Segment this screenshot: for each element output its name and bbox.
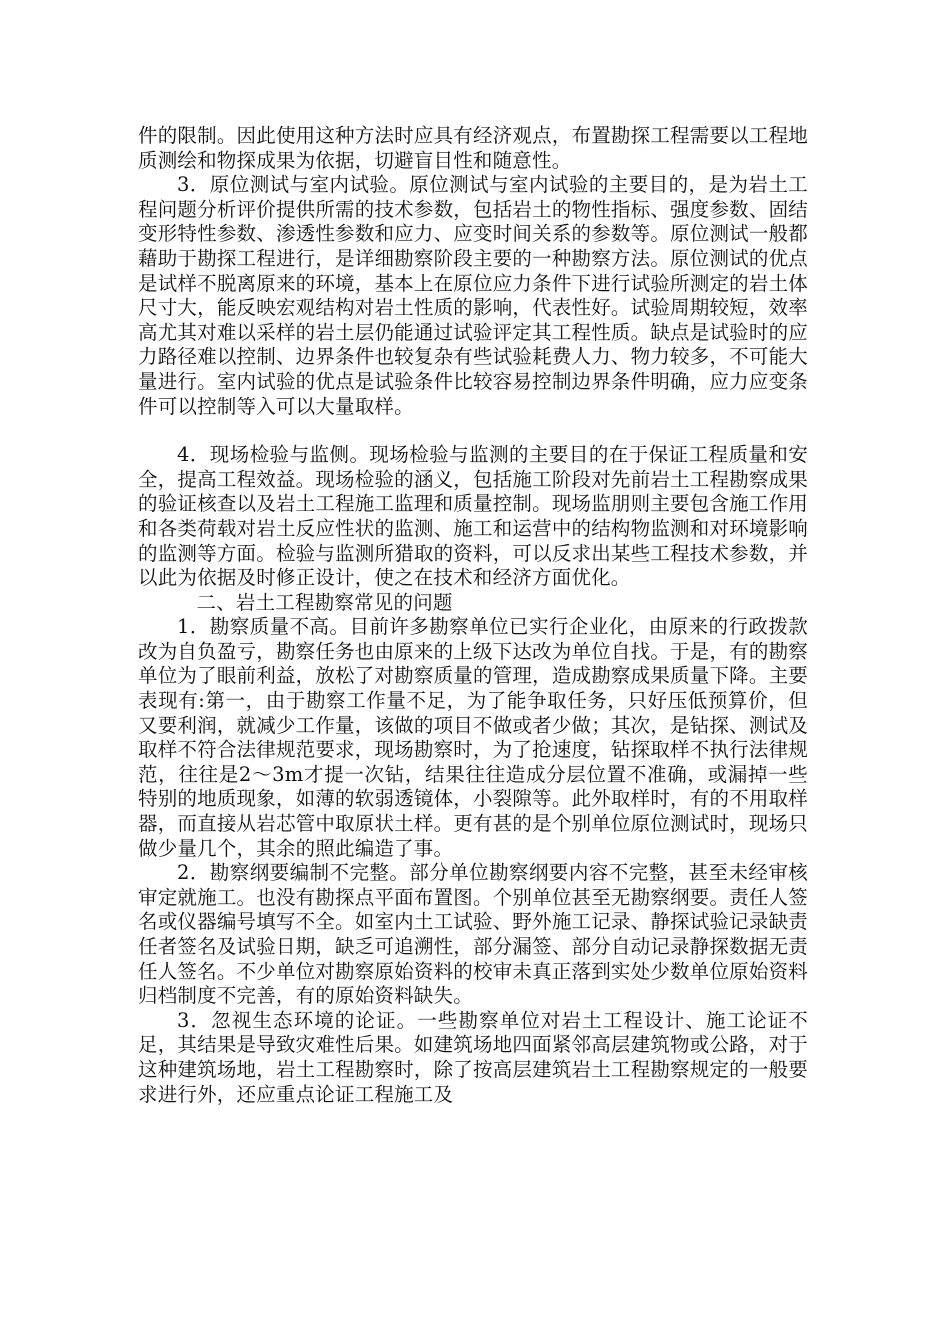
paragraph-survey-quality: 1．勘察质量不高。目前许多勘察单位已实行企业化，由原来的行政拨款改为自负盈亏，勘察任务也由原来的上级下达改为单位自找。于是，有的勘察单位为了眼前利益，放松了对勘察质量的管理，造成勘察成果质量下降。主要表现有:第一，由于勘察工作量不足，为了能争取任务，只好压低预算价，但又要利润，就减少工作量，该做的项目不做或者少做；其次，是钻探、测试及取样不符合法律规范要求，现场勘察时，为了抢速度，钻探取样不执行法律规范，往往是2～3m才提一次钻，结果往往造成分层位置不准确，或漏掉一些特别的地质现象，如薄的软弱透镜体，小裂隙等。此外取样时，有的不用取样器，而直接从岩芯管中取原状土样。更有甚的是个别单位原位测试时，现场只做少量几个，其余的照此编造了事。 bbox=[138, 615, 808, 860]
document-page bbox=[138, 124, 808, 1107]
paragraph-in-situ-testing: 3．原位测试与室内试验。原位测试与室内试验的主要目的，是为岩土工程问题分析评价提供所需的技术参数，包括岩土的物性指标、强度参数、固结变形特性参数、渗透性参数和应力、应变时间关系的参数等。原位测试一般都藉助于勘探工程进行，是详细勘察阶段主要的一种勘察方法。原位测试的优点是试样不脱离原来的环境，基本上在原位应力条件下进行试验所测定的岩土体尺寸大，能反映宏观结构对岩土性质的影响，代表性好。试验周期较短，效率高尤其对难以采样的岩土层仍能通过试验评定其工程性质。缺点是试验时的应力路径难以控制、边界条件也较复杂有些试验耗费人力、物力较多，不可能大量进行。室内试验的优点是试验条件比较容易控制边界条件明确，应力应变条件可以控制等入可以大量取样。 bbox=[138, 173, 808, 418]
paragraph-survey-outline: 2．勘察纲要编制不完整。部分单位勘察纲要内容不完整，甚至未经审核审定就施工。也没有勘探点平面布置图。个别单位甚至无勘察纲要。责任人签名或仪器编号填写不全。如室内土工试验、野外施工记录、静探试验记录缺责任者签名及试验日期，缺乏可追溯性，部分漏签、部分自动记录静探数据无责任人签名。不少单位对勘察原始资料的校审未真正落到实处少数单位原始资料归档制度不完善，有的原始资料缺失。 bbox=[138, 861, 808, 1008]
paragraph-field-inspection: 4．现场检验与监侧。现场检验与监测的主要目的在于保证工程质量和安全，提高工程效益。现场检验的涵义，包括施工阶段对先前岩土工程勘察成果的验证核查以及岩土工程施工监理和质量控制。现场监朋则主要包含施工作用和各类荷载对岩土反应性状的监测、施工和运营中的结构物监测和对环境影响的监测等方面。检验与监测所猎取的资料，可以反求出某些工程技术参数，并以此为依据及时修正设计，使之在技术和经济方面优化。 bbox=[138, 443, 808, 590]
section-heading: 二、岩土工程勘察常见的问题 bbox=[196, 590, 453, 614]
paragraph-gap bbox=[138, 419, 808, 443]
paragraph-ecological-environment: 3．忽视生态环境的论证。一些勘察单位对岩土工程设计、施工论证不足，其结果是导致灾难性后果。如建筑场地四面紧邻高层建筑物或公路，对于这种建筑场地，岩土工程勘察时，除了按高层建筑岩土工程勘察规定的一般要求进行外，还应重点论证工程施工及 bbox=[138, 1008, 808, 1106]
paragraph-continuation: 件的限制。因此使用这种方法时应具有经济观点，布置勘探工程需要以工程地质测绘和物探成果为依据，切避盲目性和随意性。 bbox=[138, 124, 808, 172]
